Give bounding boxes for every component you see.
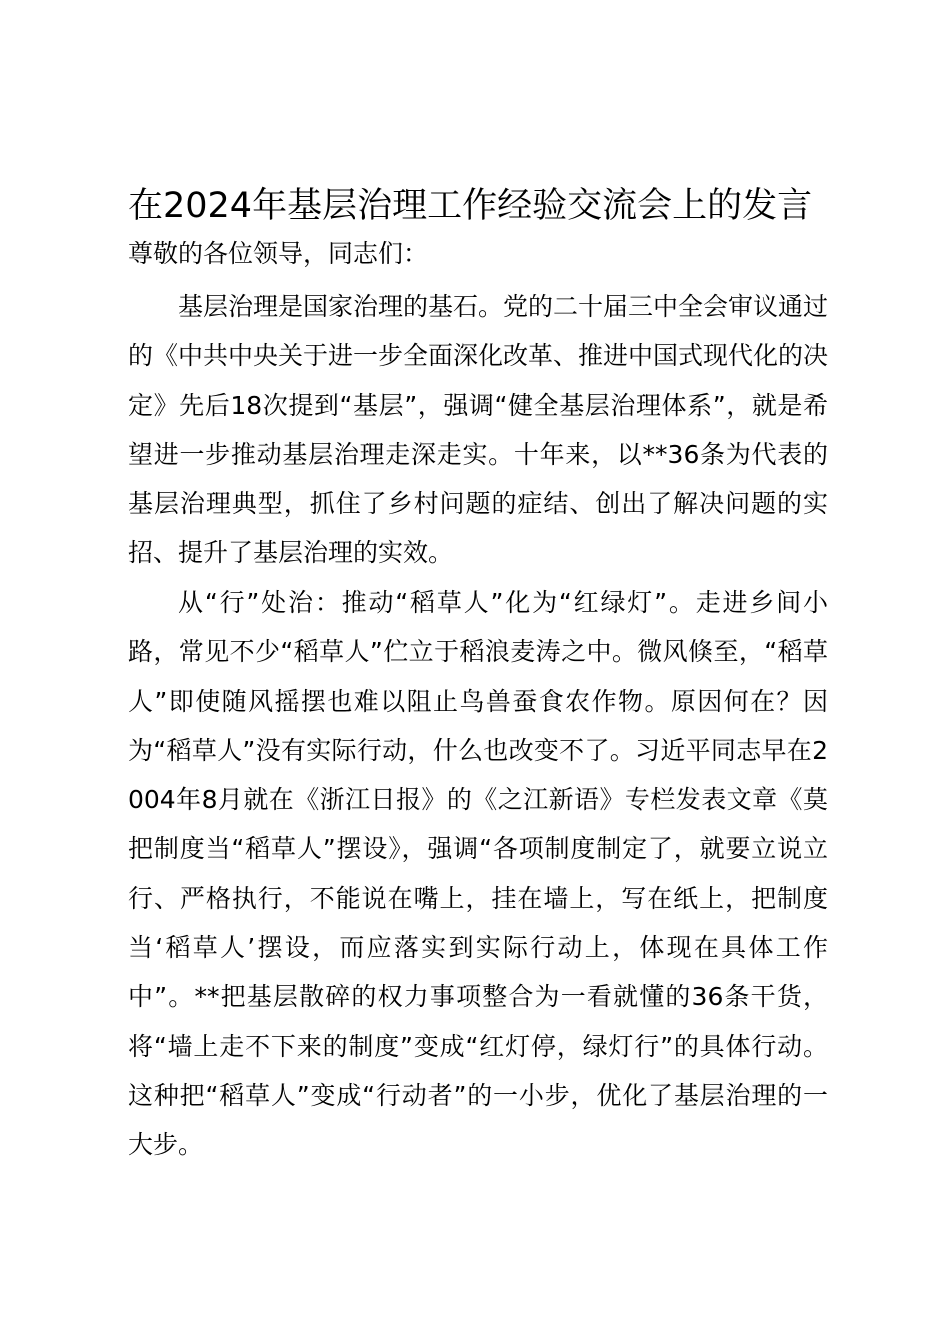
paragraph-1: 基层治理是国家治理的基石。党的二十届三中全会审议通过的《中共中央关于进一步全面深化改革、推进中国式现代化的决定》先后18次提到“基层”，强调“健全基层治理体系”，就是希望进一步推动基层治理走深走实。十年来，以**36条为代表的基层治理典型，抓住了乡村问题的症结、创出了解决问题的实招、提升了基层治理的实效。 <box>128 292 829 568</box>
salutation: 尊敬的各位领导，同志们： <box>128 239 429 268</box>
document-title: 在2024年基层治理工作经验交流会上的发言 <box>128 186 813 226</box>
paragraph-2: 从“行”处治：推动“稻草人”化为“红绿灯”。走进乡间小路，常见不少“稻草人”伫立于稻浪麦涛之中。微风倏至，“稻草人”即使随风摇摆也难以阻止鸟兽蚕食农作物。原因何在？因为“稻草人”没有实际行动，什么也改变不了。习近平同志早在2004年8月就在《浙江日报》的《之江新语》专栏发表文章《莫把制度当“稻草人”摆设》，强调“各项制度制定了，就要立说立行、严格执行，不能说在嘴上，挂在墙上，写在纸上，把制度当‘稻草人’摆设，而应落实到实际行动上，体现在具体工作中”。**把基层散碎的权力事项整合为一看就懂的36条干货，将“墙上走不下来的制度”变成“红灯停，绿灯行”的具体行动。这种把“稻草人”变成“行动者”的一小步，优化了基层治理的一大步。 <box>128 588 828 1160</box>
